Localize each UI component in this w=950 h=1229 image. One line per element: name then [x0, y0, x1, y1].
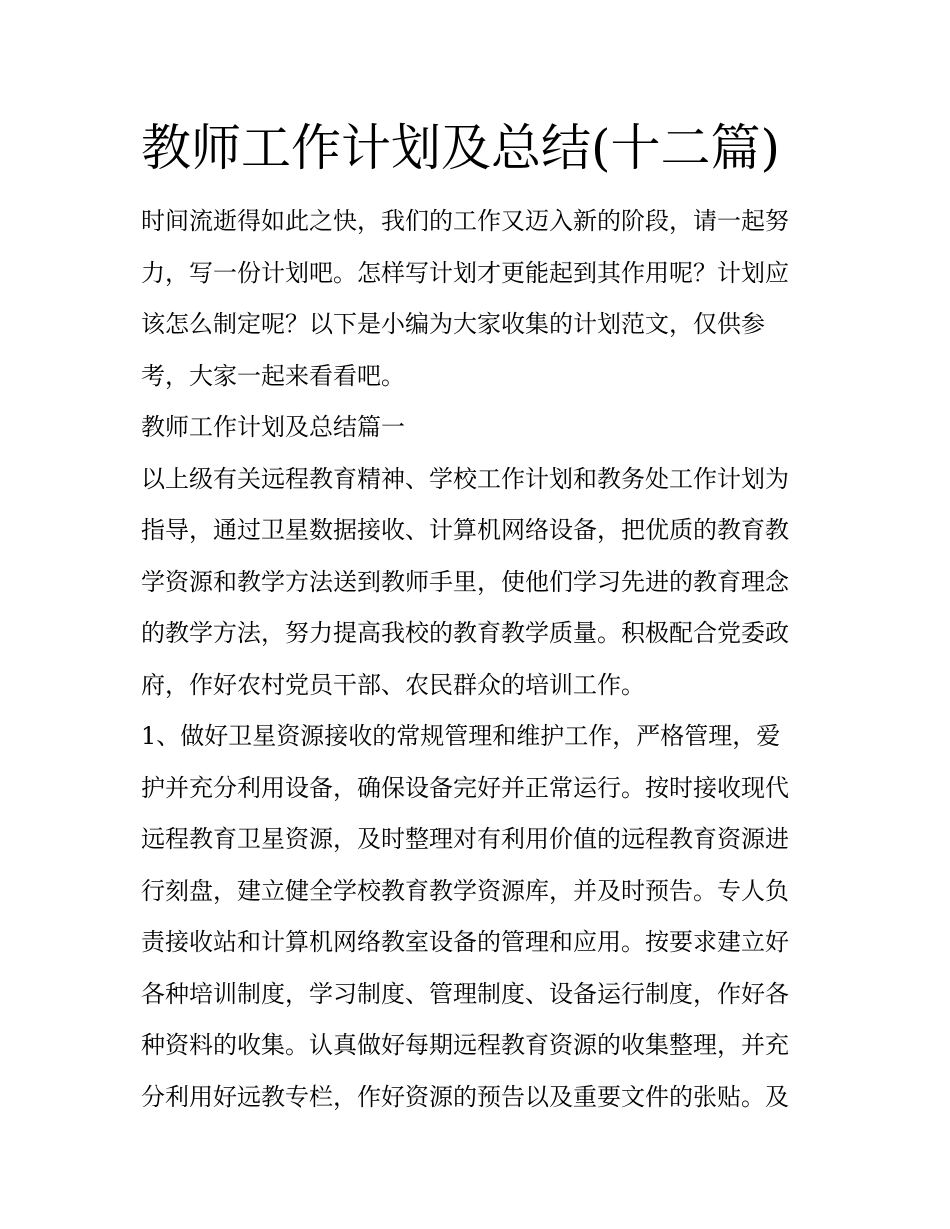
text-line: 1、做好卫星资源接收的常规管理和维护工作，严格管理，爱 [141, 722, 781, 750]
text-line: 分利用好远教专栏，作好资源的预告以及重要文件的张贴。及 [141, 1082, 789, 1111]
text-line: 时间流逝得如此之快，我们的工作又迈入新的阶段，请一起努 [141, 207, 789, 235]
text-line: 的教学方法，努力提高我校的教育教学质量。积极配合党委政 [141, 619, 789, 647]
text-line: 学资源和教学方法送到教师手里，使他们学习先进的教育理念 [141, 567, 789, 596]
text-line: 各种培训制度，学习制度、管理制度、设备运行制度，作好各 [141, 979, 789, 1008]
text-line: 府，作好农村党员干部、农民群众的培训工作。 [141, 670, 645, 699]
text-line: 责接收站和计算机网络教室设备的管理和应用。按要求建立好 [141, 928, 789, 956]
text-line: 远程教育卫星资源，及时整理对有利用价值的远程教育资源进 [141, 825, 789, 853]
document-body [141, 196, 821, 1123]
text-line: 考，大家一起来看看吧。 [141, 361, 405, 390]
text-line: 护并充分利用设备，确保设备完好并正常运行。按时接收现代 [141, 773, 789, 802]
text-line: 力，写一份计划吧。怎样写计划才更能起到其作用呢？计划应 [141, 258, 789, 287]
section-heading: 教师工作计划及总结篇一 [141, 413, 405, 441]
text-line: 以上级有关远程教育精神、学校工作计划和教务处工作计划为 [141, 464, 789, 493]
document-title: 教师工作计划及总结(十二篇) [141, 119, 781, 177]
text-line: 指导，通过卫星数据接收、计算机网络设备，把优质的教育教 [141, 516, 789, 544]
text-line: 种资料的收集。认真做好每期远程教育资源的收集整理，并充 [141, 1031, 789, 1059]
text-line: 行刻盘，建立健全学校教育教学资源库，并及时预告。专人负 [141, 876, 789, 905]
text-line: 该怎么制定呢？以下是小编为大家收集的计划范文，仅供参 [141, 310, 765, 338]
